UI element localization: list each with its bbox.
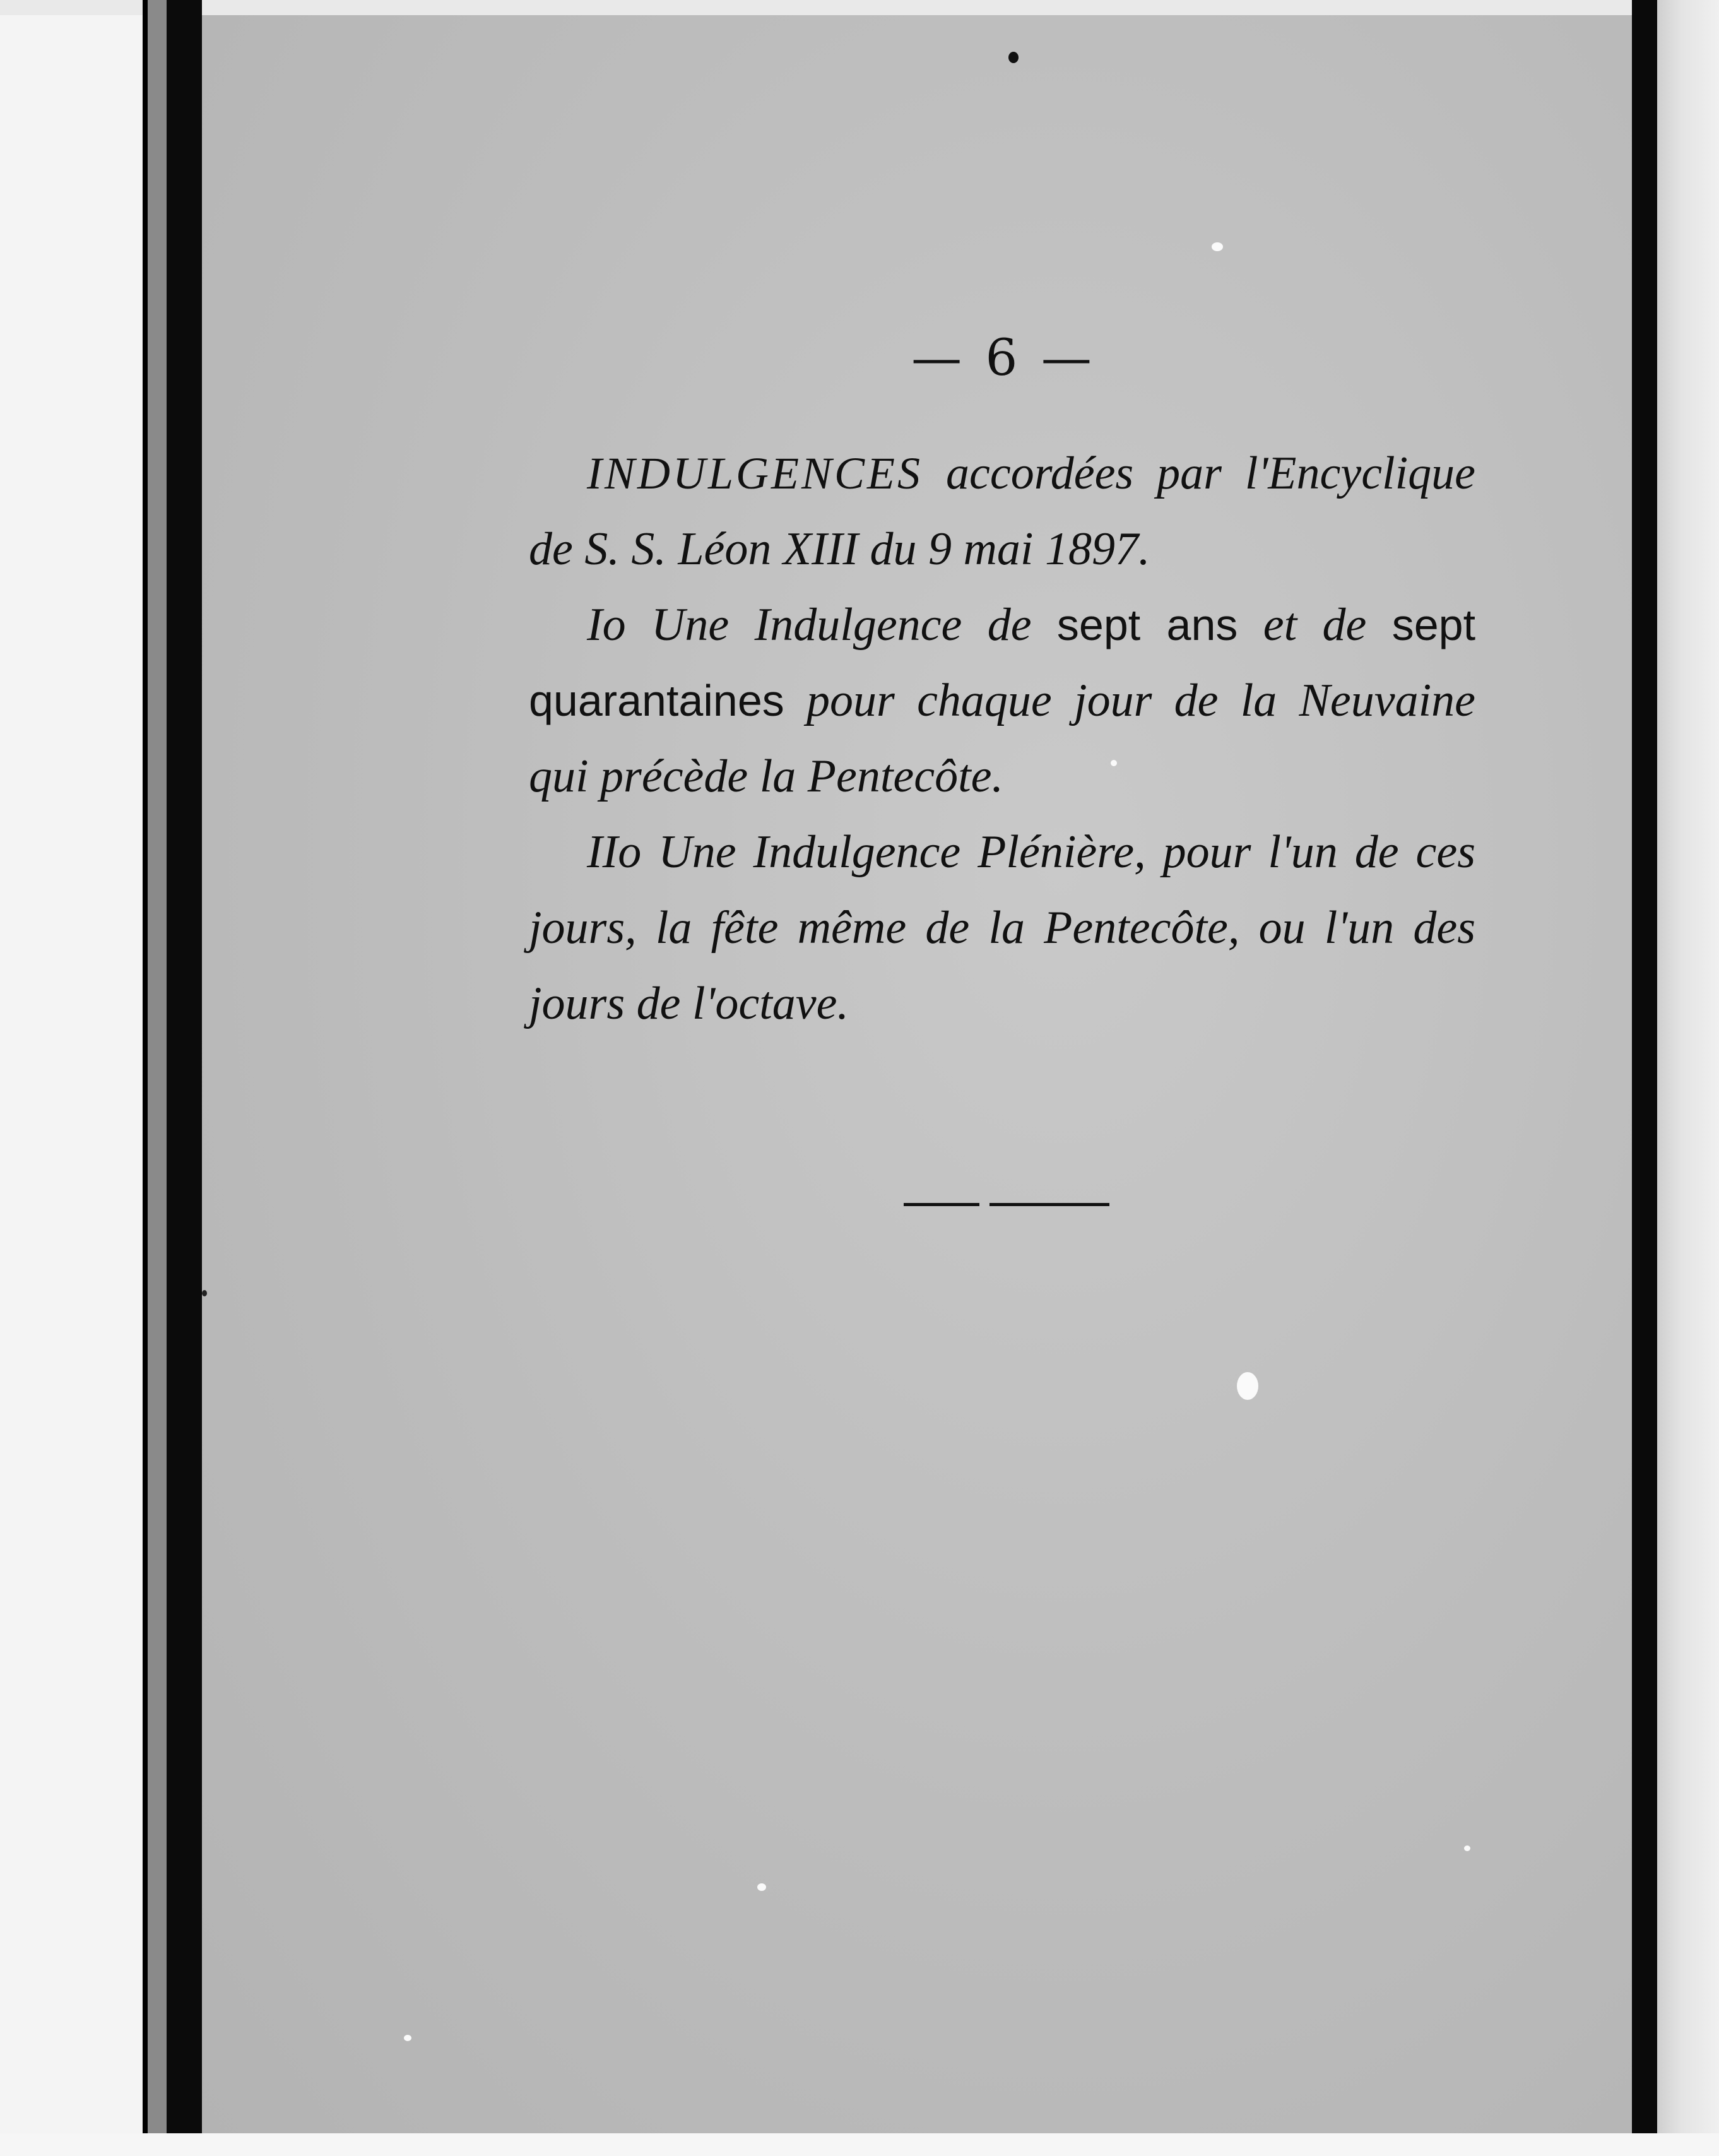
item-1-roman-1: sept ans [1056, 600, 1238, 649]
paper-speck [1237, 1372, 1258, 1400]
ink-dot [202, 1290, 207, 1296]
left-border-gap [148, 0, 167, 2156]
scan-bottom-edge [0, 2133, 1719, 2156]
ink-dot [1008, 52, 1019, 63]
scan-top-edge [0, 0, 1719, 15]
paper-speck [1212, 242, 1223, 251]
right-border [1632, 0, 1657, 2156]
heading-caps: INDULGENCES [587, 448, 923, 499]
item-1-lead: Io Une Indulgence de [587, 599, 1032, 651]
indulgences-text [529, 435, 1475, 1041]
item-1-tail: pour chaque jour de la Neuvaine qui précède la Pentecôte. [529, 675, 1476, 802]
paper-speck [757, 1883, 766, 1891]
paper-speck [1464, 1845, 1470, 1851]
right-page-edge [1657, 0, 1719, 2156]
item-2-paragraph [529, 814, 1475, 1041]
heading-rest: accordées par l'Encyclique de S. S. Léon XIII du 9 mai 1897. [529, 447, 1475, 575]
item-1-paragraph [529, 587, 1475, 814]
left-border-thin [143, 0, 148, 2156]
item-2-text: IIo Une Indulgence Plénière, pour l'un de ces jours, la fête même de la Pentecôte, ou l'un des jours de l'octave. [529, 826, 1475, 1029]
heading-paragraph [529, 435, 1475, 587]
left-border-thick [167, 0, 202, 2156]
item-1-mid: et de [1263, 599, 1367, 651]
item-1-roman-2: sept quarantaines [529, 600, 1476, 725]
closing-rule-right [989, 1203, 1109, 1206]
paper-speck [404, 2035, 411, 2041]
closing-rule-left [904, 1203, 979, 1206]
page-number: — 6 — [911, 328, 1096, 387]
